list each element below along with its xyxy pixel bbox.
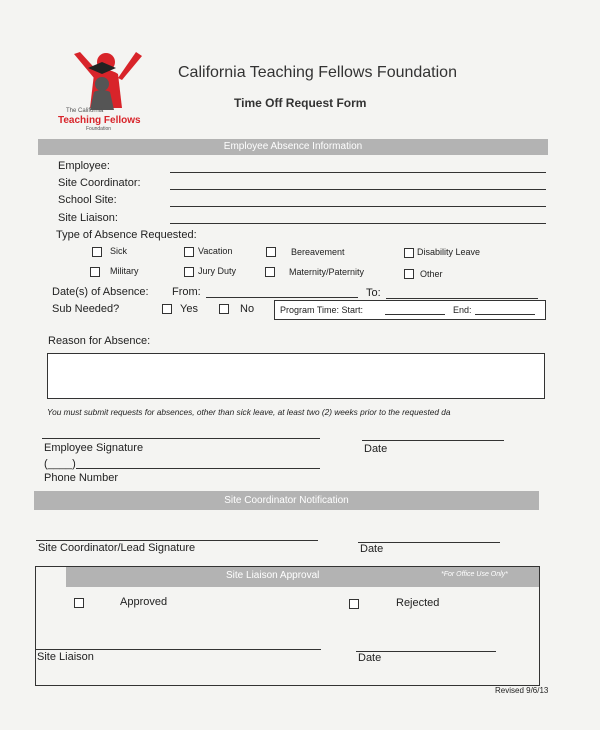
no-label: No [240,303,255,315]
program-time-label: Program Time: Start: [280,305,364,315]
phone-paren: (____) [44,458,76,470]
military-label: Military [110,266,139,276]
bereavement-checkbox[interactable] [266,247,276,257]
bereavement-label: Bereavement [291,247,345,257]
absence-type-label: Type of Absence Requested: [56,229,197,241]
revised-note: Revised 9/6/13 [495,686,549,695]
logo-figures-icon [66,48,146,110]
office-use-note: *For Office Use Only* [441,571,508,578]
yes-label: Yes [180,303,198,315]
site-liaison-line[interactable] [170,223,546,224]
phone-line[interactable] [76,468,320,469]
employee-date-line[interactable] [362,440,504,441]
other-label: Other [420,269,443,279]
maternity-label: Maternity/Paternity [289,267,365,277]
phone-number-label: Phone Number [44,472,118,484]
other-checkbox[interactable] [404,269,414,279]
employee-signature-label: Employee Signature [44,442,144,454]
sub-needed-label: Sub Needed? [52,303,120,315]
section-liaison-header [66,567,539,587]
rejected-checkbox[interactable] [349,599,359,609]
program-end-label: End: [453,305,472,315]
sick-checkbox[interactable] [92,247,102,257]
employee-label: Employee: [58,160,110,172]
coordinator-signature-line[interactable] [36,540,318,541]
coordinator-date-label: Date [360,543,384,555]
notice-text: You must submit requests for absences, other than sick leave, at least two (2) weeks prior to the requested da [47,407,451,417]
liaison-header-title: Site Liaison Approval [226,570,320,581]
school-site-line[interactable] [170,206,546,207]
logo-line1: The California [66,108,104,114]
employee-line[interactable] [170,172,546,173]
reason-box[interactable] [47,353,545,399]
approved-label: Approved [120,596,168,608]
site-coordinator-label: Site Coordinator: [58,177,141,189]
disability-label: Disability Leave [417,247,481,257]
to-line[interactable] [386,298,538,299]
program-end-line[interactable] [475,314,535,315]
maternity-checkbox[interactable] [265,267,275,277]
program-start-line[interactable] [385,314,445,315]
vacation-label: Vacation [198,246,233,256]
dates-label: Date(s) of Absence: [52,286,149,298]
program-time-box [274,300,546,320]
jury-label: Jury Duty [198,266,237,276]
school-site-label: School Site: [58,194,117,206]
sick-label: Sick [110,246,128,256]
liaison-label: Site Liaison [37,651,94,663]
no-checkbox[interactable] [219,304,229,314]
from-line[interactable] [206,297,358,298]
yes-checkbox[interactable] [162,304,172,314]
disability-checkbox[interactable] [404,248,414,258]
site-coordinator-line[interactable] [170,189,546,190]
site-liaison-label: Site Liaison: [58,212,118,224]
employee-date-label: Date [364,443,388,455]
org-title: California Teaching Fellows Foundation [178,64,457,81]
liaison-approval-box [35,566,540,686]
logo-line3: Foundation [86,126,112,132]
approved-checkbox[interactable] [74,598,84,608]
liaison-signature-line[interactable] [36,649,321,650]
reason-label: Reason for Absence: [48,335,151,347]
rejected-label: Rejected [396,597,440,609]
to-label: To: [366,287,381,299]
military-checkbox[interactable] [90,267,100,277]
liaison-date-label: Date [358,652,382,664]
form-title: Time Off Request Form [234,96,367,110]
employee-signature-line[interactable] [42,438,320,439]
from-label: From: [172,286,201,298]
coordinator-signature-label: Site Coordinator/Lead Signature [38,542,196,554]
section-employee-absence-header: Employee Absence Information [38,139,548,155]
jury-checkbox[interactable] [184,267,194,277]
vacation-checkbox[interactable] [184,247,194,257]
logo [58,48,153,133]
logo-line2: Teaching Fellows [58,115,141,126]
section-site-coordinator-header: Site Coordinator Notification [34,491,539,510]
